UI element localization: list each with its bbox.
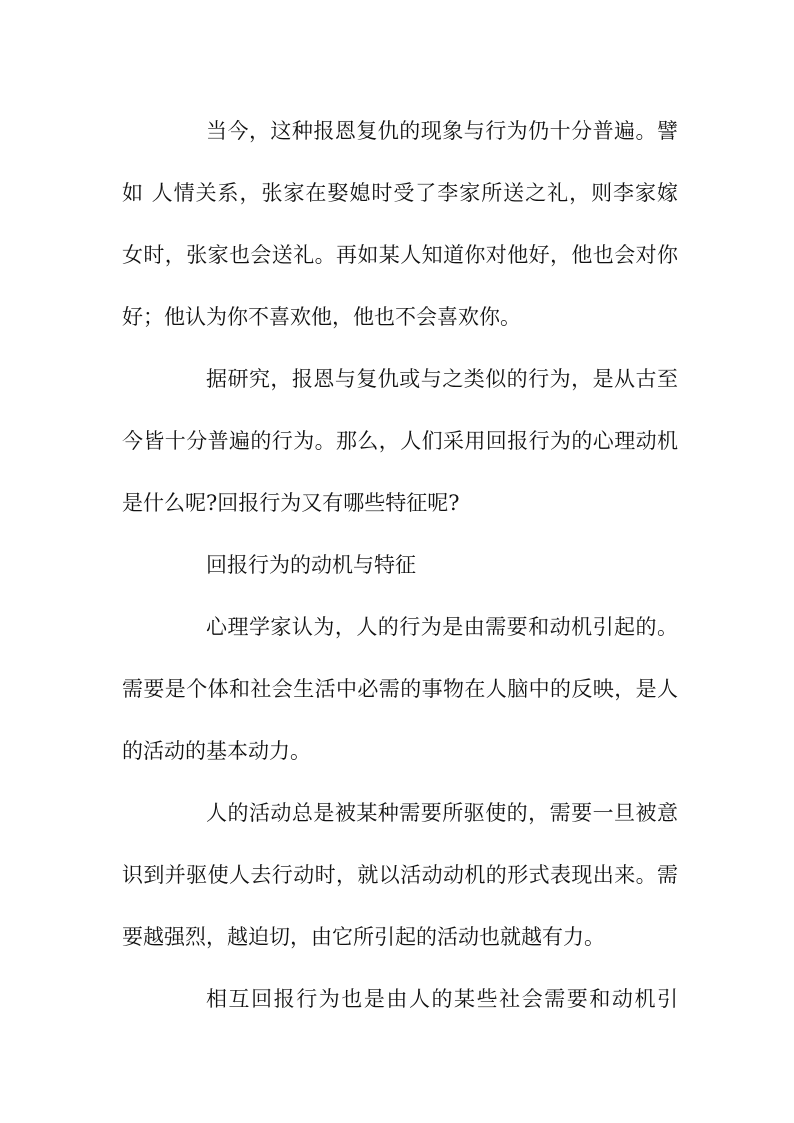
paragraph-4-line-2: 识到并驱使人去行动时，就以活动动机的形式表现出来。需 — [122, 863, 678, 887]
paragraph-1-line-3: 女时，张家也会送礼。再如某人知道你对他好，他也会对你 — [122, 243, 678, 267]
paragraph-3-line-1: 心理学家认为，人的行为是由需要和动机引起的。 — [206, 615, 678, 639]
paragraph-3-line-3: 的活动的基本动力。 — [122, 739, 311, 763]
paragraph-1-line-1: 当今，这种报恩复仇的现象与行为仍十分普遍。譬 — [206, 119, 678, 143]
paragraph-2-line-3: 是什么呢?回报行为又有哪些特征呢? — [122, 491, 460, 515]
paragraph-2-line-2: 今皆十分普遍的行为。那么，人们采用回报行为的心理动机 — [122, 429, 678, 453]
paragraph-1-line-4: 好；他认为你不喜欢他，他也不会喜欢你。 — [122, 305, 521, 329]
section-heading: 回报行为的动机与特征 — [206, 553, 416, 577]
paragraph-2-line-1: 据研究，报恩与复仇或与之类似的行为，是从古至 — [206, 367, 678, 391]
paragraph-1-line-2: 如 人情关系，张家在娶媳时受了李家所送之礼，则李家嫁 — [122, 181, 678, 205]
paragraph-4-line-1: 人的活动总是被某种需要所驱使的，需要一旦被意 — [206, 801, 678, 825]
paragraph-4-line-3: 要越强烈，越迫切，由它所引起的活动也就越有力。 — [122, 925, 605, 949]
paragraph-3-line-2: 需要是个体和社会生活中必需的事物在人脑中的反映，是人 — [122, 677, 678, 701]
paragraph-5-line-1: 相互回报行为也是由人的某些社会需要和动机引 — [206, 987, 678, 1011]
